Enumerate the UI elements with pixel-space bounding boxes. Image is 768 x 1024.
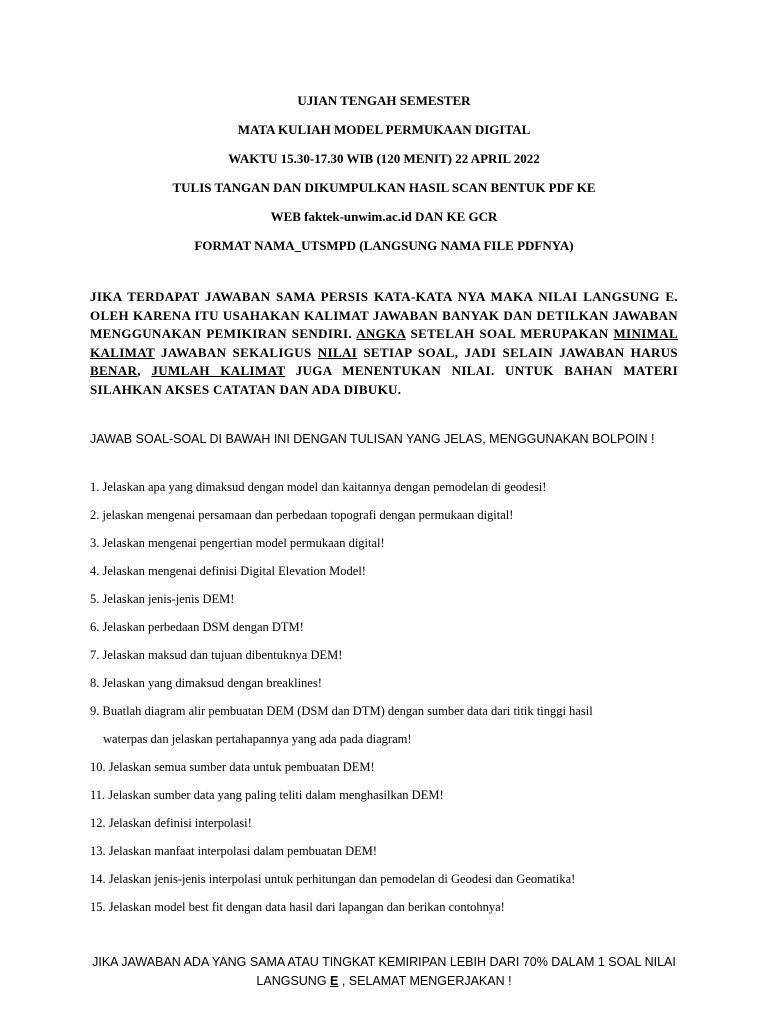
exam-time: WAKTU 15.30-17.30 WIB (120 MENIT) 22 APRIL 2022 [228, 151, 540, 166]
warning-text: , [137, 363, 152, 379]
question-item: 3. Jelaskan mengenai pengertian model permukaan digital! [90, 536, 385, 550]
warning-text: SETIAP SOAL, JADI SELAIN JAWABAN HARUS [357, 344, 678, 360]
question-item: 8. Jelaskan yang dimaksud dengan breaklines! [90, 676, 322, 690]
closing-text: JIKA JAWABAN ADA YANG SAMA ATAU TINGKAT KEMIRIPAN LEBIH DARI 70% DALAM 1 SOAL NILAI LANGSUNG [92, 955, 676, 988]
exam-title: UJIAN TENGAH SEMESTER [297, 93, 471, 108]
warning-text: JUGA MENENTUKAN NILAI. UNTUK BAHAN MATERI SILAHKAN AKSES CATATAN DAN ADA DIBUKU. [90, 363, 678, 397]
closing-note [60, 953, 708, 991]
question-item: 12. Jelaskan definisi interpolasi! [90, 816, 252, 830]
question-item: 11. Jelaskan sumber data yang paling teliti dalam menghasilkan DEM! [90, 788, 444, 802]
question-item: 2. jelaskan mengenai persamaan dan perbedaan topografi dengan permukaan digital! [90, 508, 514, 522]
course-title: MATA KULIAH MODEL PERMUKAAN DIGITAL [237, 122, 531, 137]
question-item: 7. Jelaskan maksud dan tujuan dibentuknya DEM! [90, 648, 343, 662]
question-item: 1. Jelaskan apa yang dimaksud dengan model dan kaitannya dengan pemodelan di geodesi! [90, 480, 547, 494]
question-item-continuation: waterpas dan jelaskan pertahapannya yang ada pada diagram! [103, 732, 412, 746]
closing-grade: E [330, 974, 339, 988]
warning-text: JIKA TERDAPAT JAWABAN SAMA PERSIS KATA-KATA NYA MAKA NILAI LANGSUNG E. OLEH KARENA ITU USAHAKAN KALIMAT JAWABAN BANYAK DAN DETILKAN JAWABAN MENGGUNAKAN PEMIKIRAN SENDIRI. [90, 289, 678, 342]
submission-destination: WEB faktek-unwim.ac.id DAN KE GCR [270, 209, 498, 224]
question-item: 14. Jelaskan jenis-jenis interpolasi untuk perhitungan dan pemodelan di Geodesi dan Geomatika! [90, 872, 576, 886]
warning-underline-angka: ANGKA [356, 326, 406, 342]
warning-text: JAWABAN SEKALIGUS [154, 344, 318, 360]
grading-warning [90, 288, 678, 400]
warning-text: SETELAH SOAL MERUPAKAN [405, 326, 614, 342]
question-item: 13. Jelaskan manfaat interpolasi dalam pembuatan DEM! [90, 844, 378, 858]
warning-underline-minimal-kalimat: MINIMAL KALIMAT [90, 326, 678, 360]
question-item: 5. Jelaskan jenis-jenis DEM! [90, 592, 235, 606]
file-name-format: FORMAT NAMA_UTSMPD (LANGSUNG NAMA FILE PDFNYA) [194, 238, 574, 253]
question-item: 6. Jelaskan perbedaan DSM dengan DTM! [90, 620, 304, 634]
closing-text: , SELAMAT MENGERJAKAN ! [338, 974, 512, 988]
warning-underline-nilai: NILAI [317, 344, 358, 360]
question-item: 10. Jelaskan semua sumber data untuk pembuatan DEM! [90, 760, 375, 774]
warning-underline-jumlah-kalimat: JUMLAH KALIMAT [151, 363, 286, 379]
answer-instruction: JAWAB SOAL-SOAL DI BAWAH INI DENGAN TULISAN YANG JELAS, MENGGUNAKAN BOLPOIN ! [90, 432, 655, 446]
question-item: 4. Jelaskan mengenai definisi Digital Elevation Model! [90, 564, 366, 578]
question-list [90, 478, 690, 926]
warning-underline-benar: BENAR [90, 363, 138, 379]
question-item: 15. Jelaskan model best fit dengan data hasil dari lapangan dan berikan contohnya! [90, 900, 505, 914]
question-item: 9. Buatlah diagram alir pembuatan DEM (DSM dan DTM) dengan sumber data dari titik tinggi hasil [90, 704, 593, 718]
exam-header [0, 92, 768, 266]
submission-instruction: TULIS TANGAN DAN DIKUMPULKAN HASIL SCAN BENTUK PDF KE [172, 180, 596, 195]
